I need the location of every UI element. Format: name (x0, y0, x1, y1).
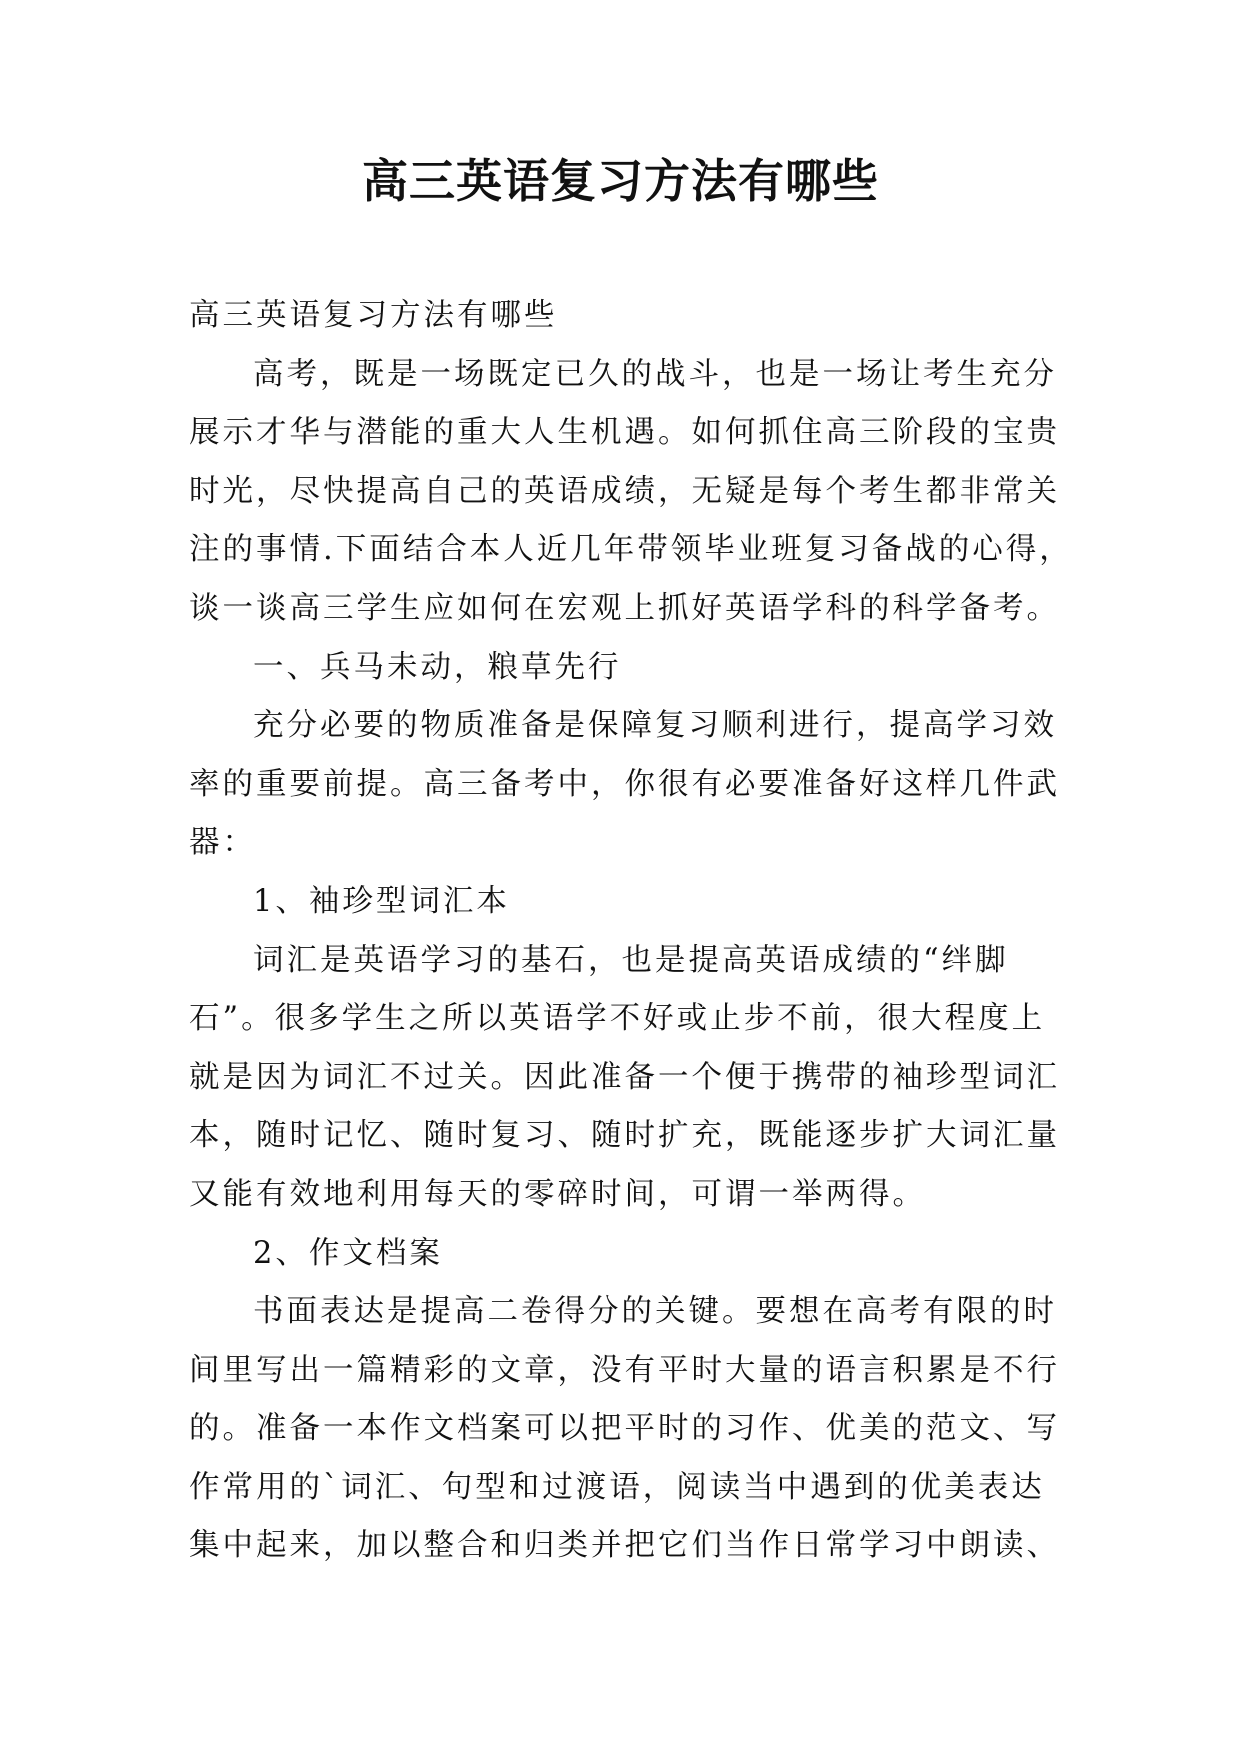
paragraph-line: 1、袖珍型词汇本 (253, 883, 510, 919)
paragraph-line: 书面表达是提高二卷得分的关键。要想在高考有限的时 (253, 1294, 1057, 1330)
document-body (189, 287, 1073, 1576)
document-title: 高三英语复习方法有哪些 (362, 154, 879, 208)
paragraph-line: 谈一谈高三学生应如何在宏观上抓好英语学科的科学备考。 (189, 590, 1060, 626)
paragraph-line: 一、兵马未动，粮草先行 (253, 649, 622, 685)
paragraph-line: 器： (189, 825, 256, 861)
paragraph-line: 充分必要的物质准备是保障复习顺利进行，提高学习效 (253, 708, 1057, 744)
paragraph-line: 高考，既是一场既定已久的战斗，也是一场让考生充分 (253, 356, 1057, 392)
paragraph-line: 的。准备一本作文档案可以把平时的习作、优美的范文、写 (189, 1411, 1060, 1447)
paragraph-line: 石”。很多学生之所以英语学不好或止步不前，很大程度上 (189, 1001, 1046, 1037)
paragraph-line: 本，随时记忆、随时复习、随时扩充，既能逐步扩大词汇量 (189, 1118, 1060, 1154)
paragraph-line: 高三英语复习方法有哪些 (189, 298, 558, 333)
paragraph-line: 词汇是英语学习的基石，也是提高英语成绩的“绊脚 (253, 942, 1009, 978)
paragraph-line: 间里写出一篇精彩的文章，没有平时大量的语言积累是不行 (189, 1352, 1060, 1388)
paragraph-line: 率的重要前提。高三备考中，你很有必要准备好这样几件武 (189, 766, 1060, 802)
paragraph-line: 展示才华与潜能的重大人生机遇。如何抓住高三阶段的宝贵 (189, 415, 1060, 451)
paragraph-line: 作常用的`词汇、句型和过渡语，阅读当中遇到的优美表达 (189, 1469, 1045, 1505)
paragraph-line: 又能有效地利用每天的零碎时间，可谓一举两得。 (189, 1176, 926, 1212)
paragraph-line: 2、作文档案 (253, 1235, 443, 1271)
paragraph-line: 时光，尽快提高自己的英语成绩，无疑是每个考生都非常关 (189, 473, 1060, 509)
paragraph-line: 集中起来，加以整合和归类并把它们当作日常学习中朗读、 (189, 1528, 1060, 1564)
paragraph-line: 就是因为词汇不过关。因此准备一个便于携带的袖珍型词汇 (189, 1059, 1060, 1095)
paragraph-line: 注的事情.下面结合本人近几年带领毕业班复习备战的心得， (189, 532, 1073, 568)
